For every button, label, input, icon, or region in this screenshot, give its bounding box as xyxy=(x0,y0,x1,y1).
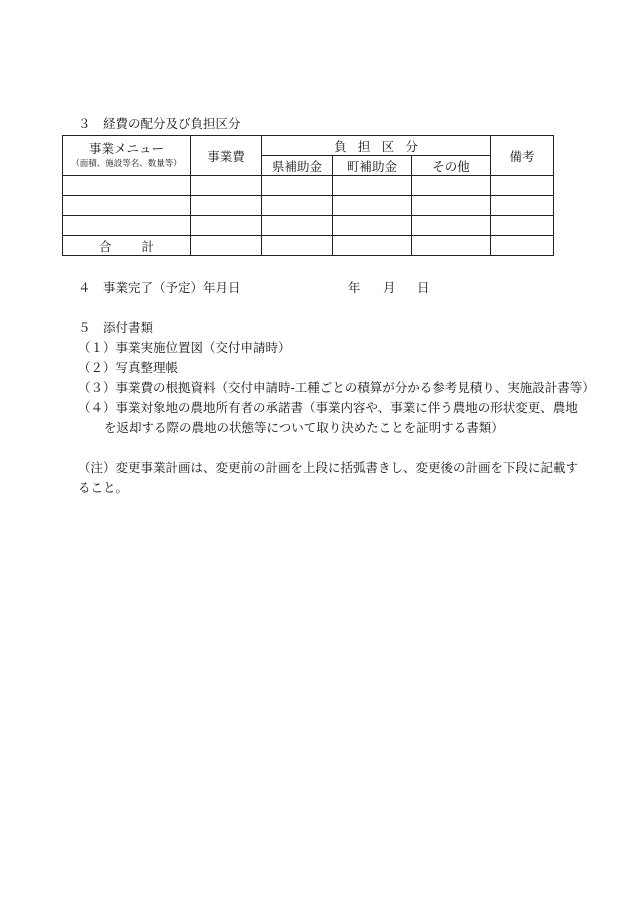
section5-title: ５ 添付書類 xyxy=(78,320,154,335)
table-cell xyxy=(333,216,412,236)
date-year-label: 年 xyxy=(348,280,361,295)
section4-title: ４ 事業完了（予定）年月日 xyxy=(78,280,241,295)
table-cell xyxy=(333,196,412,216)
attachment-item-3: （３）事業費の根拠資料（交付申請時-工種ごとの積算が分かる参考見積り、実施設計書等） xyxy=(78,380,595,395)
note-line-2: ること。 xyxy=(78,480,129,495)
header-town-subsidy: 町補助金 xyxy=(333,156,412,176)
note-line-1: （注）変更事業計画は、変更前の計画を上段に括弧書きし、変更後の計画を下段に記載す xyxy=(78,460,579,475)
header-menu: 事業メニュー xyxy=(88,140,164,156)
header-pref-subsidy: 県補助金 xyxy=(262,156,333,176)
table-header-row xyxy=(63,136,554,156)
table-cell xyxy=(491,196,554,216)
table-cell xyxy=(262,236,333,256)
table-row xyxy=(63,196,554,216)
table-row xyxy=(63,216,554,236)
table-cell xyxy=(191,216,262,236)
table-cell xyxy=(333,176,412,196)
section3-title: ３ 経費の配分及び負担区分 xyxy=(78,116,241,131)
total-label-cell xyxy=(63,236,191,256)
header-burden: 負担区分 xyxy=(262,136,491,156)
header-cost: 事業費 xyxy=(191,136,262,176)
cost-allocation-table xyxy=(62,135,554,256)
attachment-item-4-continued: を返却する際の農地の状態等について取り決めたことを証明する書類） xyxy=(104,420,504,435)
table-cell xyxy=(63,216,191,236)
header-menu-cell xyxy=(63,136,191,176)
table-cell xyxy=(491,216,554,236)
table-cell xyxy=(262,196,333,216)
table-cell xyxy=(191,236,262,256)
table-cell xyxy=(491,236,554,256)
table-cell xyxy=(412,216,491,236)
table-cell xyxy=(63,176,191,196)
header-remarks: 備考 xyxy=(491,136,554,176)
attachment-item-4: （４）事業対象地の農地所有者の承諾書（事業内容や、事業に伴う農地の形状変更、農地 xyxy=(78,400,578,415)
date-day-label: 日 xyxy=(417,280,430,295)
table-cell xyxy=(491,176,554,196)
total-label: 合計 xyxy=(98,238,184,254)
date-month-label: 月 xyxy=(383,280,396,295)
attachment-item-1: （１）事業実施位置図（交付申請時） xyxy=(78,340,291,355)
table-cell xyxy=(63,196,191,216)
table-cell xyxy=(262,216,333,236)
table-cell xyxy=(412,236,491,256)
table-cell xyxy=(191,196,262,216)
table-cell xyxy=(191,176,262,196)
header-menu-sub: （面積、施設等名、数量等） xyxy=(71,158,182,169)
attachment-item-2: （２）写真整理帳 xyxy=(78,360,179,375)
table-cell xyxy=(412,196,491,216)
table-cell xyxy=(412,176,491,196)
table-row xyxy=(63,176,554,196)
header-other: その他 xyxy=(412,156,491,176)
table-cell xyxy=(333,236,412,256)
table-total-row xyxy=(63,236,554,256)
table-cell xyxy=(262,176,333,196)
